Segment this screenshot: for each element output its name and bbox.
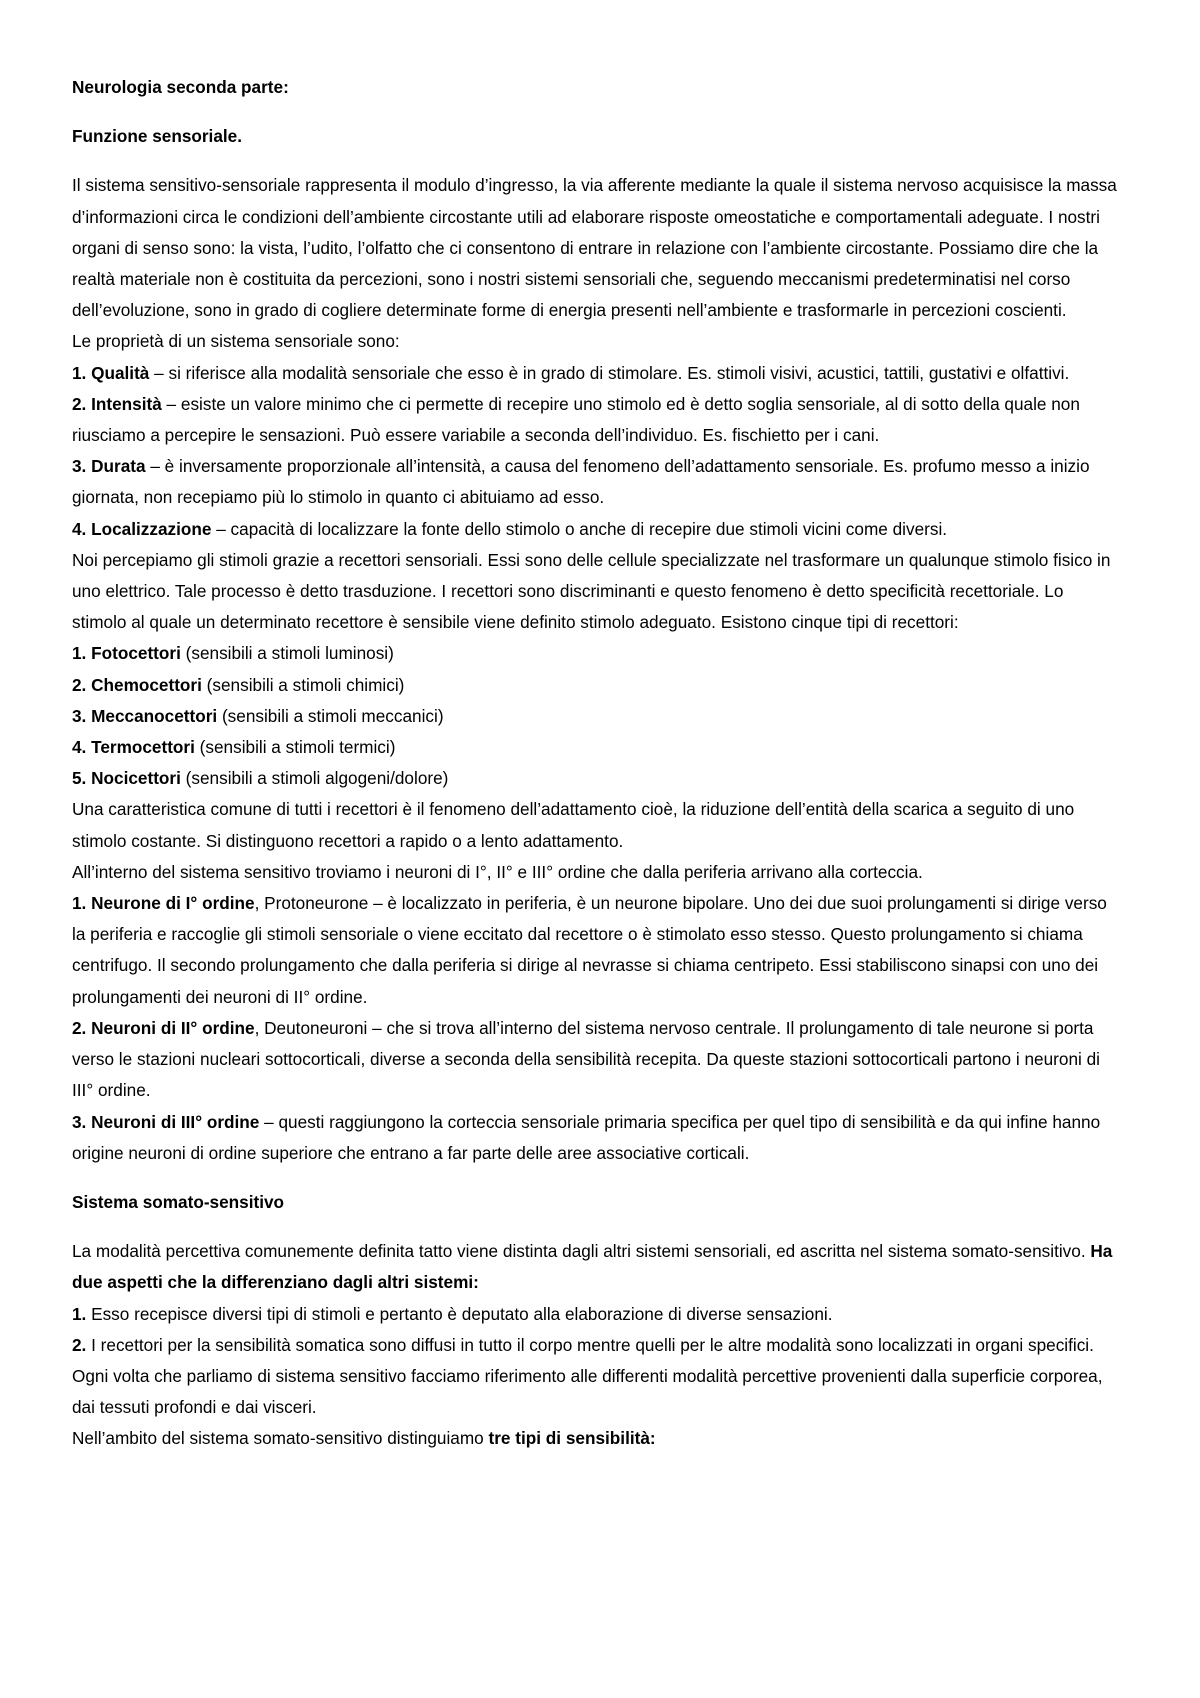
sensibility-types-intro: Nell’ambito del sistema somato-sensitivo distinguiamo tre tipi di sensibilità:	[72, 1428, 656, 1449]
section-heading-funzione: Funzione sensoriale.	[72, 126, 243, 147]
adaptation-paragraph: Una caratteristica comune di tutti i recettori è il fenomeno dell’adattamento cioè, la riduzione dell’entità della scarica a seguito di uno stimolo costante. Si distinguono recettori a rapido o a lento adattamento.	[72, 799, 1075, 851]
section-heading-somato: Sistema somato-sensitivo	[72, 1191, 285, 1212]
somato-paragraph: La modalità percettiva comunemente definita tatto viene distinta dagli altri sistemi sensoriali, ed ascritta nel sistema somato-sensitivo. Ha due aspetti che la differenziano dagli altri sistemi:	[72, 1241, 1113, 1293]
receptors-paragraph: Noi percepiamo gli stimoli grazie a recettori sensoriali. Essi sono delle cellule specializzate nel trasformare un qualunque stimolo fisico in uno elettrico. Tale processo è detto trasduzione. I recettori sono discriminanti e questo fenomeno è detto specificità recettoriale. Lo stimolo al quale un determinato recettore è sensibile viene definito stimolo adeguato. Esistono cinque tipi di recettori:	[72, 549, 1111, 633]
neuron-item: 2. Neuroni di II° ordine, Deutoneuroni – che si trova all’interno del sistema nervoso centrale. Il prolungamento di tale neurone si porta verso le stazioni nucleari sottocorticali, diverse a seconda della sensibilità recepita. Da queste stazioni sottocorticali partono i neuroni di III° ordine.	[72, 1017, 1100, 1101]
receptor-item: 2. Chemocettori (sensibili a stimoli chimici)	[72, 674, 405, 695]
neuron-item: 1. Neurone di I° ordine, Protoneurone – è localizzato in periferia, è un neurone bipolare. Uno dei due suoi prolungamenti si dirige verso la periferia e raccoglie gli stimoli sensoriale o viene eccitato dal recettore o è stimolato esso stesso. Questo prolungamento si chiama centrifugo. Il secondo prolungamento che dalla periferia si dirige al nevrasse si chiama centripeto. Essi stabiliscono sinapsi con uno dei prolungamenti dei neuroni di II° ordine.	[72, 893, 1107, 1007]
receptor-item: 3. Meccanocettori (sensibili a stimoli meccanici)	[72, 705, 444, 726]
somato-item: 2. I recettori per la sensibilità somatica sono diffusi in tutto il corpo mentre quelli per le altre modalità sono localizzati in organi specifici.	[72, 1334, 1094, 1355]
intro-paragraph: Il sistema sensitivo-sensoriale rappresenta il modulo d’ingresso, la via afferente mediante la quale il sistema nervoso acquisisce la massa d’informazioni circa le condizioni dell’ambiente circostante utili ad elaborare risposte omeostatiche e comportamentali adeguate. I nostri organi di senso sono: la vista, l’udito, l’olfatto che ci consentono di entrare in relazione con l’ambiente circostante. Possiamo dire che la realtà materiale non è costituita da percezioni, sono i nostri sistemi sensoriali che, seguendo meccanismi predeterminatisi nel corso dell’evoluzione, sono in grado di cogliere determinate forme di energia presenti nell’ambiente e trasformarle in percezioni coscienti.	[72, 175, 1117, 321]
property-item: 3. Durata – è inversamente proporzionale all’intensità, a causa del fenomeno dell’adattamento sensoriale. Es. profumo messo a inizio giornata, non recepiamo più lo stimolo in quanto ci abituiamo ad esso.	[72, 456, 1090, 508]
property-item: 4. Localizzazione – capacità di localizzare la fonte dello stimolo o anche di recepire due stimoli vicini come diversi.	[72, 518, 948, 539]
document-title: Neurologia seconda parte:	[72, 77, 289, 97]
properties-intro: Le proprietà di un sistema sensoriale sono:	[72, 331, 400, 352]
receptor-item: 1. Fotocettori (sensibili a stimoli luminosi)	[72, 643, 394, 664]
receptor-item: 4. Termocettori (sensibili a stimoli termici)	[72, 737, 396, 758]
somato-paragraph-2: Ogni volta che parliamo di sistema sensitivo facciamo riferimento alle differenti modalità percettive provenienti dalla superficie corporea, dai tessuti profondi e dai visceri.	[72, 1365, 1103, 1418]
receptor-item: 5. Nocicettori (sensibili a stimoli algogeni/dolore)	[72, 768, 449, 789]
property-item: 2. Intensità – esiste un valore minimo che ci permette di recepire uno stimolo ed è detto soglia sensoriale, al di sotto della quale non riusciamo a percepire le sensazioni. Può essere variabile a seconda dell’individuo. Es. fischietto per i cani.	[72, 393, 1080, 446]
neurons-intro: All’interno del sistema sensitivo troviamo i neuroni di I°, II° e III° ordine che dalla periferia arrivano alla corteccia.	[72, 861, 923, 882]
neuron-item: 3. Neuroni di III° ordine – questi raggiungono la corteccia sensoriale primaria specifica per quel tipo di sensibilità e da qui infine hanno origine neuroni di ordine superiore che entrano a far parte delle aree associative corticali.	[72, 1111, 1101, 1163]
somato-item: 1. Esso recepisce diversi tipi di stimoli e pertanto è deputato alla elaborazione di diverse sensazioni.	[72, 1303, 833, 1324]
property-item: 1. Qualità – si riferisce alla modalità sensoriale che esso è in grado di stimolare. Es. stimoli visivi, acustici, tattili, gustativi e olfattivi.	[72, 362, 1070, 383]
